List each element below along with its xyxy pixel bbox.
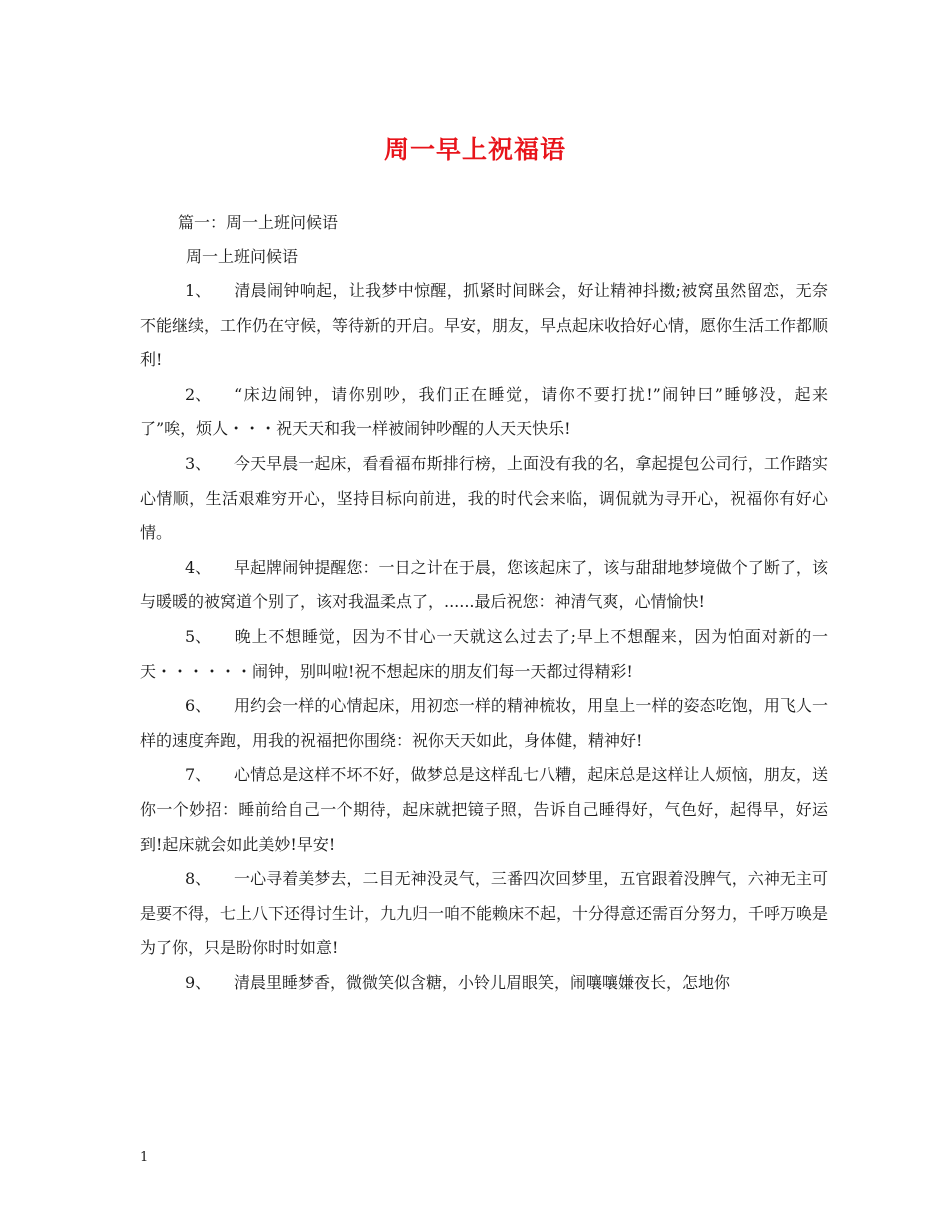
body-text <box>140 274 828 1000</box>
item-text: 清晨闹钟响起，让我梦中惊醒，抓紧时间眯会，好让精神抖擞;被窝虽然留恋，无奈不能继续，工作仍在守候，等待新的开启。早安，朋友，早点起床收拾好心情，愿你生活工作都顺利! <box>140 281 829 370</box>
item-number: 4、 <box>185 557 212 577</box>
list-item <box>140 862 828 966</box>
item-number: 7、 <box>185 765 212 785</box>
item-number: 5、 <box>185 626 212 646</box>
list-item <box>140 689 828 758</box>
document-title: 周一早上祝福语 <box>383 135 566 164</box>
list-item <box>140 966 828 1001</box>
item-number: 6、 <box>185 696 212 716</box>
item-number: 8、 <box>185 869 212 889</box>
item-text: 一心寻着美梦去，二目无神没灵气，三番四次回梦里，五官跟着没脾气，六神无主可是要不得，七上八下还得讨生计，九九归一咱不能赖床不起，十分得意还需百分努力，千呼万唤是为了你，只是盼你时时如意! <box>140 869 829 958</box>
item-text: 今天早晨一起床，看看福布斯排行榜，上面没有我的名，拿起提包公司行，工作踏实心情顺，生活艰难穷开心，坚持目标向前进，我的时代会来临，调侃就为寻开心，祝福你有好心情。 <box>140 453 828 543</box>
list-item <box>140 551 828 620</box>
list-item <box>140 274 828 378</box>
section-heading: 篇一：周一上班问候语 <box>178 213 339 232</box>
subheading: 周一上班问候语 <box>186 247 299 266</box>
item-text: 用约会一样的心情起床，用初恋一样的精神梳妆，用皇上一样的姿态吃饱，用飞人一样的速度奔跑，用我的祝福把你围绕：祝你天天如此，身体健，精神好! <box>140 696 828 750</box>
item-text: 清晨里睡梦香，微微笑似含糖，小铃儿眉眼笑，闹嚷嚷嫌夜长，怎地你 <box>234 972 731 992</box>
page-number: 1 <box>140 1150 149 1165</box>
item-text: “床边闹钟，请你别吵，我们正在睡觉，请你不要打扰!”闹钟曰”睡够没，起来了”唉，烦人・・・祝天天和我一样被闹钟吵醒的人天天快乐! <box>140 384 828 439</box>
item-number: 9、 <box>185 972 212 992</box>
item-text: 心情总是这样不坏不好，做梦总是这样乱七八糟，起床总是这样让人烦恼，朋友，送你一个妙招：睡前给自己一个期待，起床就把镜子照，告诉自己睡得好，气色好，起得早，好运到!起床就会如此美妙!早安! <box>140 765 828 854</box>
list-item <box>140 447 828 551</box>
item-text: 早起牌闹钟提醒您：一日之计在于晨，您该起床了，该与甜甜地梦境做个了断了，该与暖暖的被窝道个别了，该对我温柔点了，......最后祝您：神清气爽，心情愉快! <box>140 557 828 612</box>
item-number: 2、 <box>185 384 212 404</box>
list-item <box>140 758 828 862</box>
item-number: 3、 <box>185 453 212 473</box>
list-item <box>140 620 828 689</box>
item-number: 1、 <box>185 281 212 300</box>
list-item <box>140 378 828 447</box>
item-text: 晚上不想睡觉，因为不甘心一天就这么过去了;早上不想醒来，因为怕面对新的一天・・・・・・闹钟，别叫啦!祝不想起床的朋友们每一天都过得精彩! <box>140 626 828 681</box>
